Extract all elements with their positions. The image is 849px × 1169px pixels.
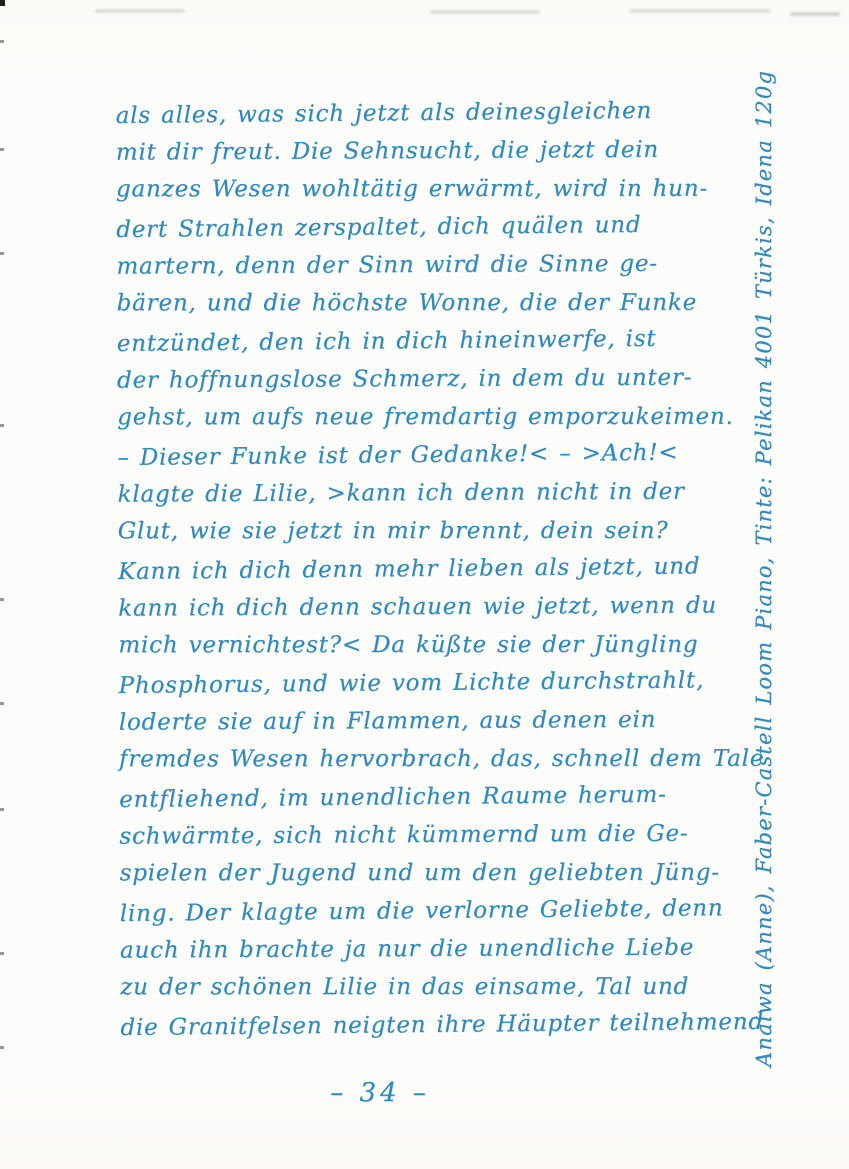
handwritten-line: entzündet, den ich in dich hineinwerfe, ist: [116, 325, 657, 357]
handwritten-line: schwärmte, sich nicht kümmernd um die Ge-: [119, 820, 689, 850]
handwritten-line: zu der schönen Lilie in das einsame, Tal und: [120, 973, 690, 1001]
handwritten-line: bären, und die höchste Wonne, die der Funke: [116, 289, 698, 317]
scan-artifact: [0, 424, 4, 427]
handwritten-line: mit dir freut. Die Sehnsucht, die jetzt dein: [115, 136, 660, 166]
scan-artifact: [430, 10, 540, 14]
scan-artifact: [0, 0, 5, 6]
scan-artifact: [0, 598, 4, 601]
handwritten-line: als alles, was sich jetzt als deinesgleichen: [115, 97, 653, 129]
scan-artifact: [0, 1046, 4, 1049]
handwritten-line: entfliehend, im unendlichen Raume herum-: [119, 781, 667, 813]
handwritten-line: dert Strahlen zerspaltet, dich quälen und: [116, 211, 642, 243]
handwritten-line: die Granitfelsen neigten ihre Häupter teilnehmend: [120, 1008, 765, 1041]
handwritten-line: – Dieser Funke ist der Gedanke!< – >Ach!<: [117, 439, 679, 471]
handwritten-line: gehst, um aufs neue fremdartig emporzukeimen.: [117, 403, 734, 431]
scan-artifact: [0, 40, 4, 43]
handwritten-line: mich vernichtest?< Da küßte sie der Jüngling: [118, 631, 699, 659]
handwritten-line: spielen der Jugend und um den geliebten Jüng-: [119, 859, 720, 887]
handwritten-line: ganzes Wesen wohltätig erwärmt, wird in hun-: [115, 175, 708, 203]
scan-artifact: [0, 252, 4, 255]
scan-artifact: [0, 148, 4, 151]
handwritten-line: der hoffnungslose Schmerz, in dem du unter-: [116, 364, 693, 394]
scan-artifact: [790, 12, 840, 16]
handwritten-line: kann ich dich denn schauen wie jetzt, wenn du: [118, 592, 718, 622]
handwritten-line: klagte die Lilie, >kann ich denn nicht in der: [117, 478, 685, 508]
scan-artifact: [0, 952, 4, 955]
handwritten-line: ling. Der klagte um die verlorne Geliebte, denn: [119, 895, 724, 927]
scan-artifact: [0, 702, 4, 705]
handwritten-line: martern, denn der Sinn wird die Sinne ge-: [116, 250, 658, 280]
scan-artifact: [0, 808, 4, 811]
margin-note-pen-and-ink: Anaiwa (Anne), Faber-Castell Loom Piano, Tinte: Pelikan 4001 Türkis, Idena 120g: [752, 69, 776, 1067]
scan-artifact: [630, 9, 770, 13]
handwritten-line: Phosphorus, und wie vom Lichte durchstrahlt,: [118, 667, 705, 699]
handwritten-line: loderte sie auf in Flammen, aus denen ein: [118, 706, 657, 736]
page-number: – 34 –: [330, 1078, 430, 1108]
handwritten-line: auch ihn brachte ja nur die unendliche Liebe: [119, 934, 695, 964]
handwritten-line: Kann ich dich denn mehr lieben als jetzt, und: [117, 553, 701, 585]
scan-artifact: [95, 9, 185, 13]
handwritten-line: fremdes Wesen hervorbrach, das, schnell dem Tale: [118, 745, 765, 773]
handwritten-line: Glut, wie sie jetzt in mir brennt, dein sein?: [117, 517, 669, 545]
